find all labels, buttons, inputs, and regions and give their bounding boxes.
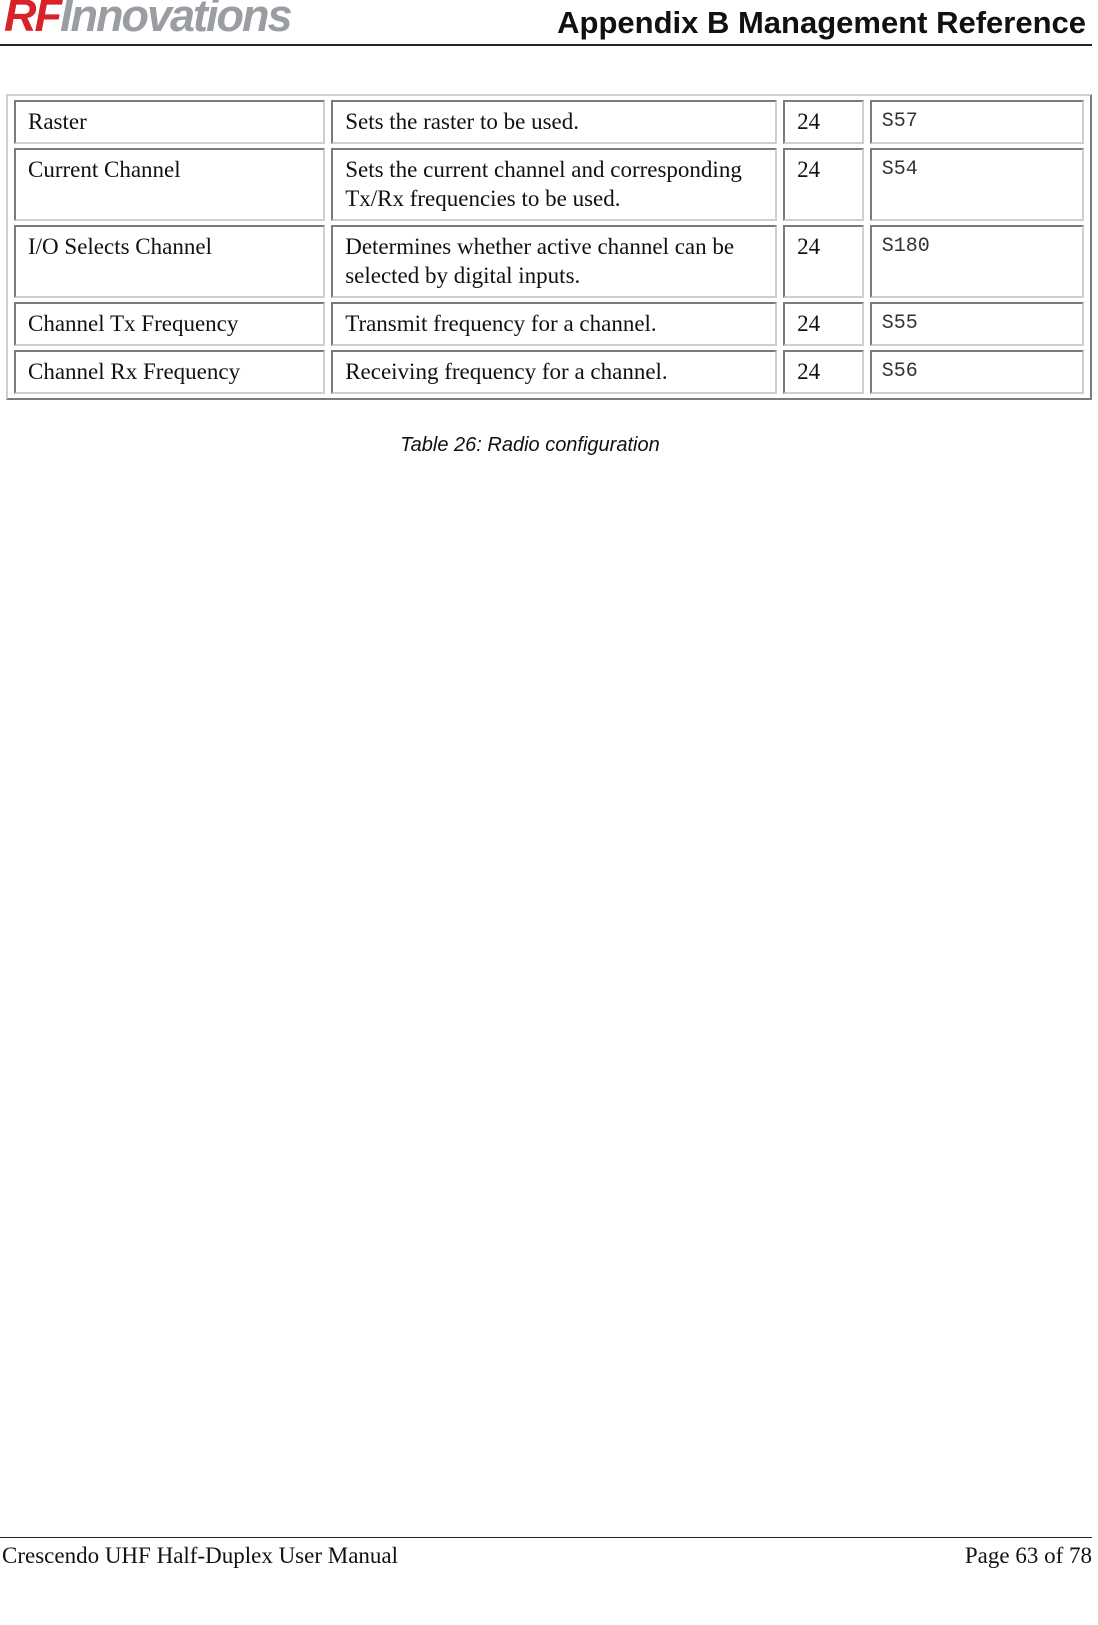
level-cell: 24	[783, 148, 864, 221]
manual-title: Crescendo UHF Half-Duplex User Manual	[2, 1543, 399, 1568]
page-footer	[0, 1537, 1092, 1578]
register-cell: S180	[870, 225, 1084, 298]
register-cell: S55	[870, 302, 1084, 346]
table-row	[14, 148, 1084, 221]
parameter-name-cell: Channel Tx Frequency	[14, 302, 325, 346]
level-cell: 24	[783, 350, 864, 394]
radio-configuration-table	[6, 94, 1092, 400]
level-cell: 24	[783, 302, 864, 346]
description-cell: Sets the current channel and corresponding Tx/Rx frequencies to be used.	[331, 148, 777, 221]
table-row	[14, 100, 1084, 144]
radio-configuration-table-container	[6, 94, 1092, 400]
register-cell: S54	[870, 148, 1084, 221]
register-cell: S56	[870, 350, 1084, 394]
description-cell: Sets the raster to be used.	[331, 100, 777, 144]
table-row	[14, 225, 1084, 298]
parameter-name-cell: Raster	[14, 100, 325, 144]
logo-innovations-text: Innovations	[60, 0, 291, 41]
table-caption: Table 26: Radio configuration	[400, 434, 660, 456]
register-cell: S57	[870, 100, 1084, 144]
description-cell: Determines whether active channel can be selected by digital inputs.	[331, 225, 777, 298]
page-number: Page 63 of 78	[964, 1543, 1092, 1568]
page-header	[0, 0, 1092, 46]
parameter-name-cell: Current Channel	[14, 148, 325, 221]
section-title: Appendix B Management Reference	[557, 5, 1086, 40]
level-cell: 24	[783, 225, 864, 298]
table-row	[14, 302, 1084, 346]
parameter-name-cell: Channel Rx Frequency	[14, 350, 325, 394]
description-cell: Transmit frequency for a channel.	[331, 302, 777, 346]
parameter-name-cell: I/O Selects Channel	[14, 225, 325, 298]
logo-rf-text: RF	[4, 0, 60, 41]
table-row	[14, 350, 1084, 394]
description-cell: Receiving frequency for a channel.	[331, 350, 777, 394]
rfinnovations-logo	[4, 0, 291, 41]
level-cell: 24	[783, 100, 864, 144]
